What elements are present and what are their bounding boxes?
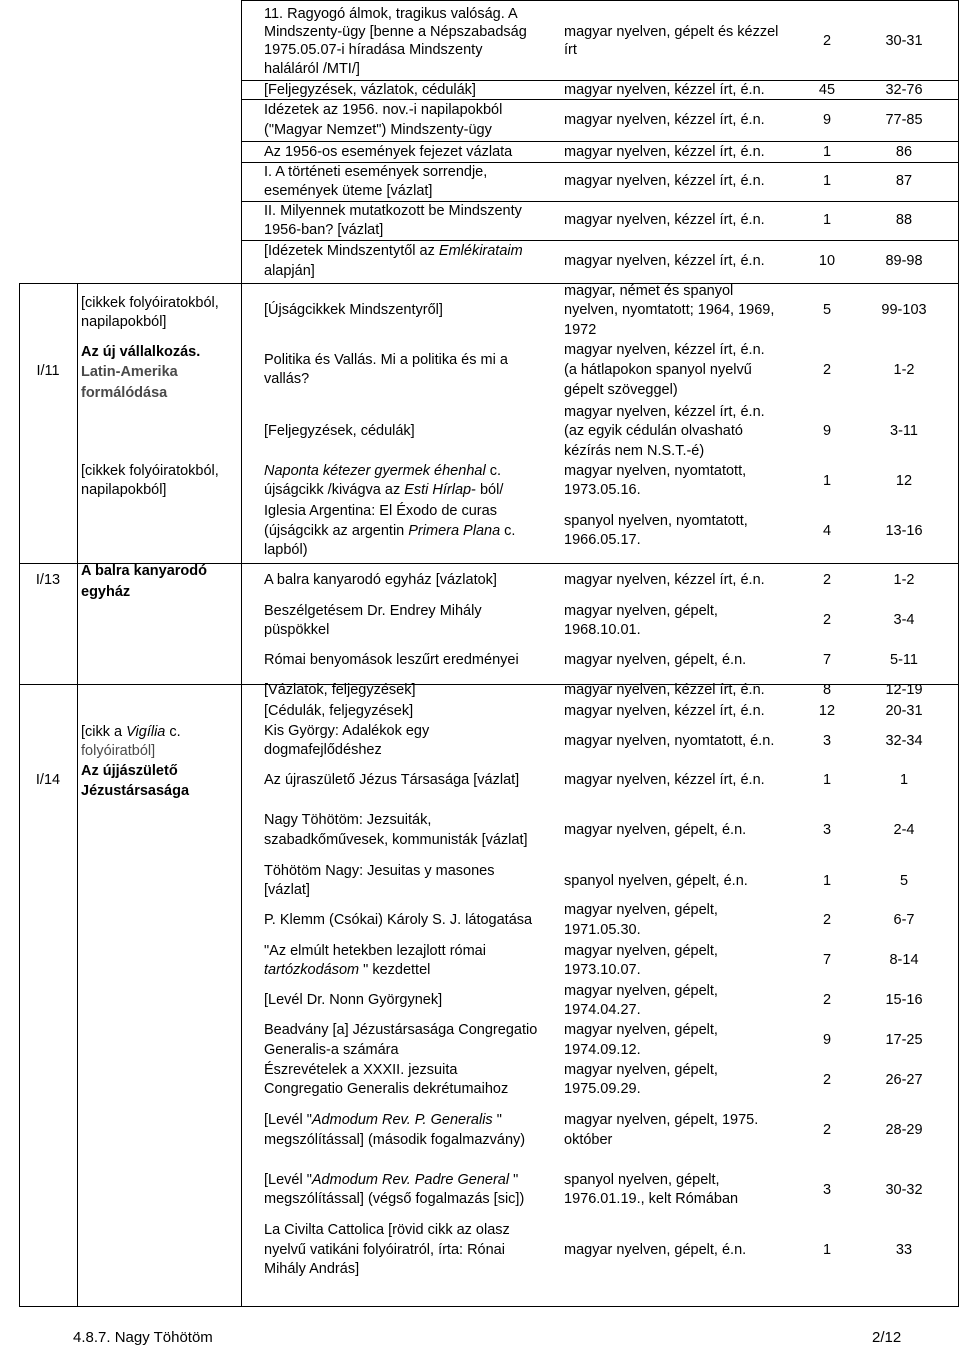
item-language: 1966.05.17. — [564, 532, 641, 548]
item-pages: 2-4 — [893, 822, 915, 838]
item-title: vallás? — [264, 371, 310, 387]
item-title: Nagy Töhötöm: Jezsuiták, — [264, 812, 432, 828]
item-pages: 26-27 — [885, 1072, 923, 1088]
item-language: spanyol nyelven, nyomtatott, — [564, 513, 748, 529]
item-count: 2 — [822, 572, 832, 588]
title-text: c. — [500, 523, 516, 539]
item-title: 1975.05.07-i híradása Mindszenty — [264, 42, 483, 58]
section-code: I/11 — [36, 363, 60, 379]
item-pages: 1-2 — [893, 572, 915, 588]
item-language: magyar, német és spanyol — [564, 283, 734, 299]
item-language: magyar nyelven, gépelt, — [564, 1022, 718, 1038]
item-title — [264, 1172, 518, 1189]
item-language: magyar nyelven, gépelt, — [564, 943, 718, 959]
item-language: magyar nyelven, gépelt, 1975. — [564, 1112, 759, 1128]
section-code: I/14 — [35, 772, 61, 788]
table-rule — [241, 201, 959, 202]
table-rule — [241, 162, 959, 163]
section-title: formálódása — [81, 385, 168, 401]
item-language: magyar nyelven, kézzel írt, é.n. — [564, 404, 765, 420]
item-language: magyar nyelven, kézzel írt, é.n. — [564, 173, 765, 189]
item-language: magyar nyelven, nyomtatott, é.n. — [564, 733, 775, 749]
title-text: [Idézetek Mindszentytől az — [264, 243, 439, 259]
item-count: 1 — [822, 473, 832, 489]
footer-section-title: 4.8.7. Nagy Töhötöm — [73, 1329, 213, 1346]
item-pages: 28-29 — [885, 1122, 923, 1138]
item-language: magyar nyelven, kézzel írt, é.n. — [564, 703, 765, 719]
table-rule — [241, 240, 959, 241]
item-count: 45 — [818, 82, 836, 98]
item-language: magyar nyelven, kézzel írt, é.n. — [564, 112, 765, 128]
item-pages: 89-98 — [885, 253, 923, 269]
inventory-table — [19, 0, 959, 1306]
title-quote: tartózkodásom — [264, 962, 360, 978]
item-count: 7 — [822, 952, 832, 968]
item-language: (a hátlapokon spanyol nyelvű — [564, 362, 752, 378]
item-pages: 17-25 — [885, 1032, 923, 1048]
item-count: 2 — [822, 992, 832, 1008]
title-text: - ból/ — [471, 482, 504, 498]
item-count: 2 — [822, 1122, 832, 1138]
item-count: 2 — [822, 33, 832, 49]
item-language: magyar nyelven, gépelt, é.n. — [564, 822, 747, 838]
item-count: 9 — [822, 1032, 832, 1048]
item-title: Iglesia Argentina: El Éxodo de curas — [264, 503, 497, 519]
item-title: La Civilta Cattolica [rövid cikk az olasz — [264, 1222, 510, 1238]
item-language: magyar nyelven, gépelt, — [564, 603, 718, 619]
item-language: magyar nyelven, gépelt, é.n. — [564, 1242, 747, 1258]
item-pages: 3-4 — [893, 612, 915, 628]
item-count: 1 — [822, 772, 832, 788]
item-count: 3 — [822, 733, 832, 749]
item-title: Congregatio Generalis dekrétumaihoz — [264, 1081, 509, 1097]
item-title: [Cédulák, feljegyzések] — [264, 703, 414, 719]
title-text: " — [492, 1112, 502, 1128]
page-footer — [0, 1325, 960, 1349]
title-salutation: Admodum Rev. P. Generalis — [311, 1112, 493, 1128]
item-title: megszólítással] (végső fogalmazás [sic]) — [264, 1191, 525, 1207]
table-rule — [19, 283, 20, 1307]
section-title: egyház — [81, 584, 131, 600]
item-language: spanyol nyelven, gépelt, — [564, 1172, 720, 1188]
item-language: magyar nyelven, kézzel írt, é.n. — [564, 772, 765, 788]
item-language: magyar nyelven, kézzel írt, é.n. — [564, 253, 765, 269]
title-work: Emlékirataim — [438, 243, 523, 259]
item-title: Mindszenty-ügy [benne a Népszabadság — [264, 24, 527, 40]
item-title: Római benyomások leszűrt eredményei — [264, 652, 519, 668]
title-paper: Primera Plana — [408, 523, 501, 539]
item-count: 3 — [822, 1182, 832, 1198]
item-language: 1974.09.12. — [564, 1042, 641, 1058]
item-count: 5 — [822, 302, 832, 318]
item-title: Észrevételek a XXXII. jezsuita — [264, 1062, 458, 1078]
item-count: 10 — [818, 253, 836, 269]
page-number: 2/12 — [872, 1329, 902, 1346]
item-language: magyar nyelven, gépelt, é.n. — [564, 652, 747, 668]
item-language: magyar nyelven, kézzel írt, é.n. — [564, 212, 765, 228]
item-title: [Feljegyzések, vázlatok, cédulák] — [264, 82, 476, 98]
item-language: gépelt szöveggel) — [564, 382, 678, 398]
item-pages: 20-31 — [885, 703, 923, 719]
item-title: nyelvű vatikáni folyóiratról, írta: Rónai — [264, 1242, 505, 1258]
item-language: magyar nyelven, kézzel írt, é.n. — [564, 144, 765, 160]
table-rule — [241, 0, 242, 1307]
item-language: nyelven, nyomtatott; 1964, 1969, — [564, 302, 775, 318]
item-title: [Vázlatok, feljegyzések] — [264, 682, 416, 698]
item-count: 9 — [822, 423, 832, 439]
item-title: Beadvány [a] Jézustársasága Congregatio — [264, 1022, 538, 1038]
item-title: A balra kanyarodó egyház [vázlatok] — [264, 572, 497, 588]
item-language: magyar nyelven, gépelt és kézzel — [564, 24, 779, 40]
item-language: magyar nyelven, gépelt, — [564, 902, 718, 918]
item-pages: 1-2 — [893, 362, 915, 378]
item-count: 1 — [822, 1242, 832, 1258]
table-rule — [241, 99, 959, 100]
item-language: magyar nyelven, nyomtatott, — [564, 463, 747, 479]
item-language: spanyol nyelven, gépelt, é.n. — [564, 873, 748, 889]
title-paper: Esti Hírlap — [404, 482, 472, 498]
item-language: magyar nyelven, kézzel írt, é.n. — [564, 572, 765, 588]
title-text: újságcikk /kivágva az — [264, 482, 405, 498]
item-title: Mihály András] — [264, 1261, 360, 1277]
item-language: (az egyik cédulán olvasható — [564, 423, 743, 439]
item-pages: 15-16 — [885, 992, 923, 1008]
item-title — [264, 463, 501, 480]
item-title: Kis György: Adalékok egy — [264, 723, 430, 739]
item-language: magyar nyelven, kézzel írt, é.n. — [564, 682, 765, 698]
item-pages: 33 — [895, 1242, 913, 1258]
item-pages: 30-31 — [885, 33, 923, 49]
item-language: magyar nyelven, gépelt, — [564, 983, 718, 999]
item-language: 1973.05.16. — [564, 482, 641, 498]
item-language: 1974.04.27. — [564, 1002, 641, 1018]
item-title: szabadkőművesek, kommunisták [vázlat] — [264, 832, 528, 848]
item-title: alapján] — [264, 263, 315, 279]
item-pages: 1 — [899, 772, 909, 788]
item-pages: 99-103 — [881, 302, 927, 318]
item-count: 1 — [822, 173, 832, 189]
item-title: [Feljegyzések, cédulák] — [264, 423, 415, 439]
item-title: [Levél Dr. Nonn Györgynek] — [264, 992, 443, 1008]
item-title: lapból) — [264, 542, 308, 558]
item-language: magyar nyelven, kézzel írt, é.n. — [564, 342, 765, 358]
item-language: magyar nyelven, kézzel írt, é.n. — [564, 82, 765, 98]
item-title: I. A történeti események sorrendje, — [264, 164, 488, 180]
item-title: Az újraszülető Jézus Társasága [vázlat] — [264, 772, 520, 788]
table-rule — [19, 1306, 959, 1307]
item-count: 1 — [822, 873, 832, 889]
item-pages: 77-85 — [885, 112, 923, 128]
section-note: napilapokból] — [81, 482, 167, 498]
item-title: ("Magyar Nemzet") Mindszenty-ügy — [264, 122, 492, 138]
item-title: 1956-ban? [vázlat] — [264, 222, 384, 238]
title-text: [Levél " — [264, 1172, 312, 1188]
item-count: 1 — [822, 212, 832, 228]
item-pages: 32-76 — [885, 82, 923, 98]
item-title: Az 1956-os események fejezet vázlata — [264, 144, 513, 160]
item-count: 12 — [818, 703, 836, 719]
title-text: " — [509, 1172, 519, 1188]
item-count: 9 — [822, 112, 832, 128]
item-count: 2 — [822, 912, 832, 928]
item-language: 1976.01.19., kelt Rómában — [564, 1191, 739, 1207]
item-title: Politika és Vallás. Mi a politika és mi a — [264, 352, 508, 368]
table-rule — [241, 80, 959, 81]
section-title: Jézustársasága — [81, 783, 190, 799]
item-title: Töhötöm Nagy: Jesuitas y masones — [264, 863, 495, 879]
item-title: haláláról /MTI/] — [264, 61, 360, 77]
table-rule — [19, 283, 959, 284]
item-title: Beszélgetésem Dr. Endrey Mihály — [264, 603, 482, 619]
section-title: Az újjászülető — [81, 763, 178, 779]
item-pages: 30-32 — [885, 1182, 923, 1198]
item-title: [vázlat] — [264, 882, 310, 898]
title-article: Naponta kétezer gyermek éhenhal — [264, 463, 486, 479]
title-text: c. — [485, 463, 501, 479]
item-title — [264, 243, 523, 260]
item-language: 1975.09.29. — [564, 1081, 641, 1097]
title-text: [Levél " — [264, 1112, 312, 1128]
item-title: P. Klemm (Csókai) Károly S. J. látogatása — [264, 912, 533, 928]
section-title: Latin-Amerika — [81, 364, 178, 380]
item-title: [Újságcikkek Mindszentyről] — [264, 302, 443, 318]
item-title — [264, 1112, 502, 1129]
table-rule — [241, 0, 959, 1]
item-count: 1 — [822, 144, 832, 160]
item-title: Idézetek az 1956. nov.-i napilapokból — [264, 102, 503, 118]
title-salutation: Admodum Rev. Padre General — [311, 1172, 510, 1188]
item-title — [264, 482, 503, 499]
item-title: dogmafejlődéshez — [264, 742, 382, 758]
item-pages: 5 — [899, 873, 909, 889]
item-title — [264, 523, 515, 540]
item-pages: 3-11 — [890, 423, 918, 439]
note-text: c. — [165, 724, 181, 740]
item-language: írt — [564, 42, 577, 58]
item-title: események üteme [vázlat] — [264, 183, 433, 199]
section-note: [cikkek folyóiratokból, — [81, 463, 219, 479]
table-rule — [77, 283, 78, 1307]
item-title: megszólítással] (második fogalmazvány) — [264, 1132, 526, 1148]
section-code: I/13 — [35, 572, 61, 588]
item-language: 1971.05.30. — [564, 922, 641, 938]
item-language: kézírás nem N.S.T.-é) — [564, 443, 705, 459]
section-note: [cikkek folyóiratokból, — [81, 295, 219, 311]
item-title: Generalis-a számára — [264, 1042, 399, 1058]
note-journal: Vigília — [126, 724, 166, 740]
note-text: [cikk a — [81, 724, 127, 740]
item-language: magyar nyelven, gépelt, — [564, 1062, 718, 1078]
item-pages: 12-19 — [885, 682, 923, 698]
table-rule — [958, 0, 959, 1307]
item-title: "Az elmúlt hetekben lezajlott római — [264, 943, 486, 959]
item-count: 2 — [822, 362, 832, 378]
item-title: 11. Ragyogó álmok, tragikus valóság. A — [264, 6, 518, 22]
item-pages: 5-11 — [890, 652, 918, 668]
table-rule — [241, 141, 959, 142]
item-pages: 87 — [895, 173, 913, 189]
item-count: 2 — [822, 612, 832, 628]
section-title: Az új vállalkozás. — [81, 344, 201, 360]
item-language: október — [564, 1132, 613, 1148]
item-count: 4 — [822, 523, 832, 539]
item-pages: 86 — [895, 144, 913, 160]
section-note: napilapokból] — [81, 314, 167, 330]
item-pages: 32-34 — [885, 733, 923, 749]
item-title: püspökkel — [264, 622, 330, 638]
item-title — [264, 962, 430, 979]
title-text: " kezdettel — [359, 962, 431, 978]
item-language: 1972 — [564, 322, 597, 338]
item-pages: 8-14 — [889, 952, 919, 968]
section-note — [81, 724, 181, 741]
section-note: folyóiratból] — [81, 743, 156, 759]
title-text: (újságcikk az argentin — [264, 523, 409, 539]
item-language: 1973.10.07. — [564, 962, 641, 978]
item-pages: 6-7 — [893, 912, 915, 928]
item-count: 8 — [822, 682, 832, 698]
item-count: 2 — [822, 1072, 832, 1088]
item-pages: 88 — [895, 212, 913, 228]
item-pages: 13-16 — [885, 523, 923, 539]
item-title: II. Milyennek mutatkozott be Mindszenty — [264, 203, 522, 219]
item-count: 3 — [822, 822, 832, 838]
section-title: A balra kanyarodó — [81, 563, 207, 579]
item-count: 7 — [822, 652, 832, 668]
item-pages: 12 — [895, 473, 913, 489]
item-language: 1968.10.01. — [564, 622, 641, 638]
